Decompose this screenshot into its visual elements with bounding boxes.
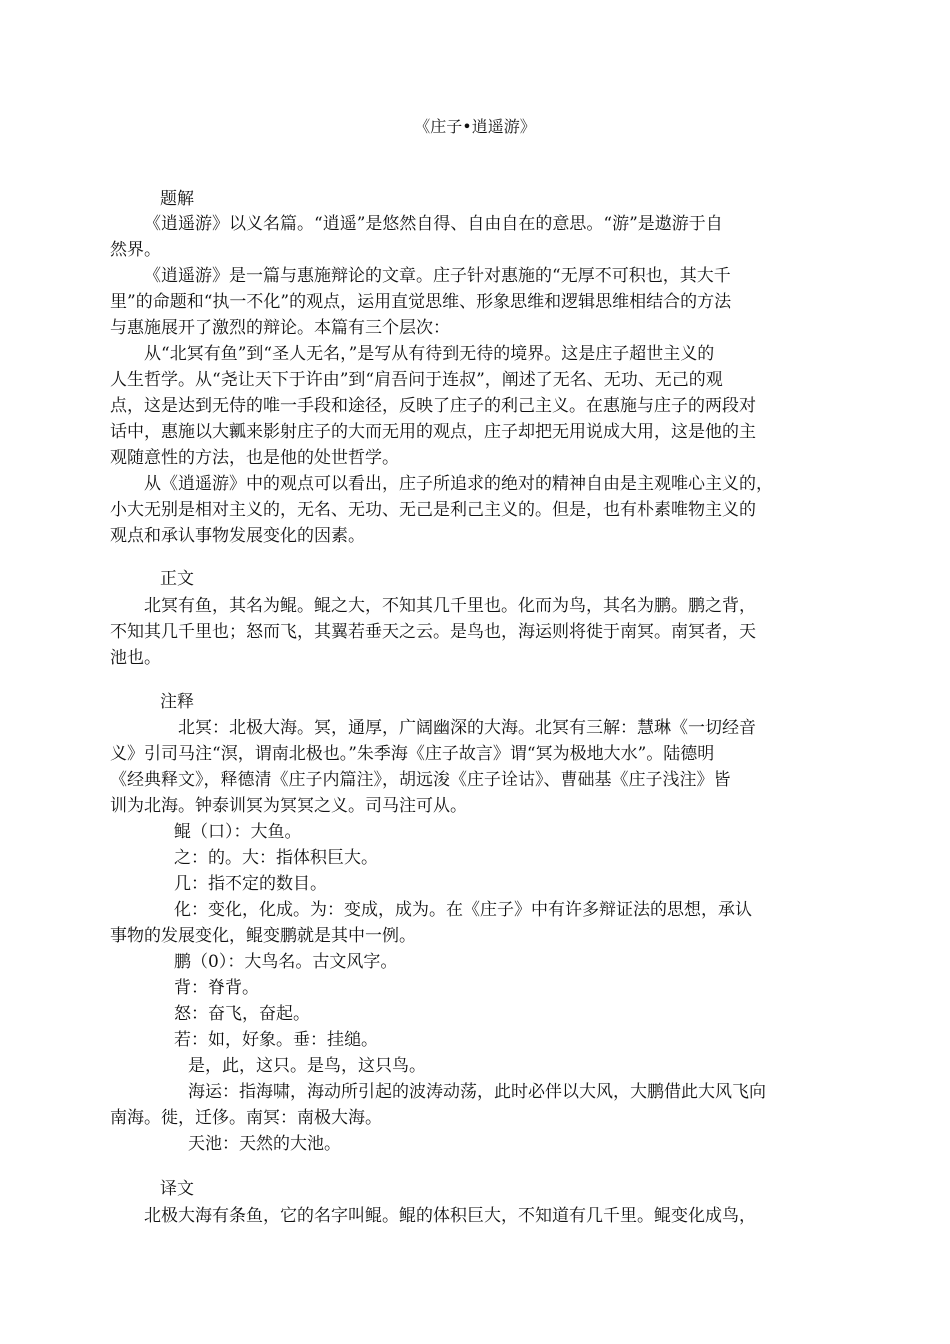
annotation-line: 若：如，好象。垂：挂缒。 (174, 1030, 378, 1050)
annotation-line: 怒：奋飞，奋起。 (174, 1004, 310, 1024)
annotation-line: 南海。徙，迁侈。南冥：南极大海。 (110, 1108, 382, 1128)
paragraph-line: 观随意性的方法，也是他的处世哲学。 (110, 448, 399, 468)
paragraph-line: 北冥有鱼，其名为鲲。鲲之大，不知其几千里也。化而为鸟，其名为鹏。鹏之背， (144, 596, 756, 616)
paragraph-line: 从《逍遥游》中的观点可以看出，庄子所追求的绝对的精神自由是主观唯心主义的， (144, 474, 773, 494)
annotation-line: 北冥：北极大海。冥，通厚，广阔幽深的大海。北冥有三解：慧琳《一切经音 (178, 718, 756, 738)
annotation-line: 训为北海。钟泰训冥为冥冥之义。司马注可从。 (110, 796, 467, 816)
document-title: 《庄子•逍遥游》 (414, 117, 536, 136)
paragraph-line: 小大无别是相对主义的，无名、无功、无己是利己主义的。但是，也有朴素唯物主义的 (110, 500, 756, 520)
annotation-line: 天池：天然的大池。 (188, 1134, 341, 1154)
paragraph-line: 与惠施展开了激烈的辩论。本篇有三个层次： (110, 318, 450, 338)
annotation-line: 海运：指海啸，海动所引起的波涛动荡，此时必伴以大风，大鹏借此大风飞向 (188, 1082, 766, 1102)
paragraph-line: 观点和承认事物发展变化的因素。 (110, 526, 365, 546)
annotation-line: 是，此，这只。是鸟，这只鸟。 (188, 1056, 426, 1076)
paragraph-line: 从“北冥有鱼”到“圣人无名，”是写从有待到无待的境界。这是庄子超世主义的 (144, 344, 715, 364)
annotation-line: 之：的。大：指体积巨大。 (174, 848, 378, 868)
paragraph-line: 话中，惠施以大瓤来影射庄子的大而无用的观点，庄子却把无用说成大用，这是他的主 (110, 422, 756, 442)
paragraph-line: 《逍遥游》是一篇与惠施辩论的文章。庄子针对惠施的“无厚不可积也，其大千 (144, 266, 731, 286)
paragraph-line: 池也。 (110, 648, 161, 668)
annotation-line: 化：变化，化成。为：变成，成为。在《庄子》中有许多辩证法的思想，承认 (174, 900, 752, 920)
paragraph-line: 人生哲学。从“尧让天下于许由”到“肩吾问于连叔”，阐述了无名、无功、无己的观 (110, 370, 723, 390)
annotation-line: 《经典释文》，释德清《庄子内篇注》，胡远浚《庄子诠诂》、曹础基《庄子浅注》皆 (110, 770, 731, 790)
annotation-line: 背：脊背。 (174, 978, 259, 998)
paragraph-line: 里”的命题和“执一不化”的观点，运用直觉思维、形象思维和逻辑思维相结合的方法 (110, 292, 732, 312)
annotation-line: 事物的发展变化，鲲变鹏就是其中一例。 (110, 926, 416, 946)
paragraph-line: 点，这是达到无侍的唯一手段和途径，反映了庄子的利己主义。在惠施与庄子的两段对 (110, 396, 756, 416)
paragraph-line: 不知其几千里也；怒而飞，其翼若垂天之云。是鸟也，海运则将徙于南冥。南冥者，天 (110, 622, 756, 642)
paragraph-line: 北极大海有条鱼，它的名字叫鲲。鲲的体积巨大，不知道有几千里。鲲变化成鸟， (144, 1206, 756, 1226)
annotation-line: 鲲（口）：大鱼。 (174, 822, 302, 842)
section-heading-zhengwen: 正文 (160, 569, 194, 589)
annotation-line: 义》引司马注“溟，谓南北极也。”朱季海《庄子故言》谓“冥为极地大水”。陆德明 (110, 744, 715, 764)
annotation-line: 鹏（0）：大鸟名。古文风字。 (174, 952, 398, 972)
paragraph-line: 《逍遥游》以义名篇。“逍遥”是悠然自得、自由自在的意思。“游”是遨游于自 (144, 214, 723, 234)
section-heading-tijie: 题解 (160, 189, 194, 209)
paragraph-line: 然界。 (110, 240, 161, 260)
section-heading-zhushi: 注释 (160, 692, 194, 712)
section-heading-yiwen: 译文 (160, 1179, 194, 1199)
annotation-line: 几：指不定的数目。 (174, 874, 327, 894)
